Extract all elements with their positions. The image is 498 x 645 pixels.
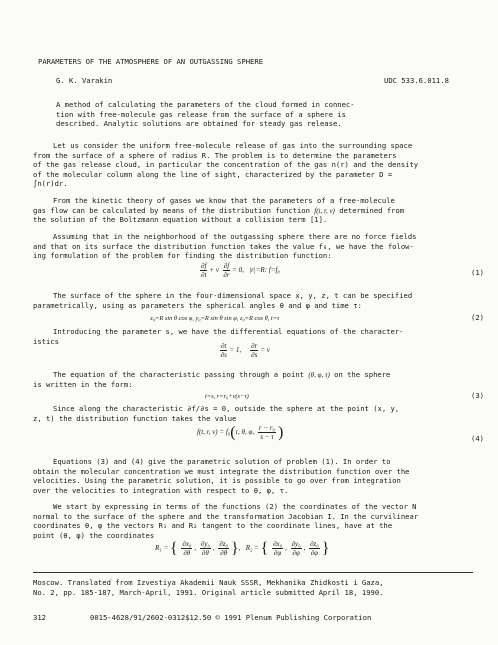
body-line: Since along the characteristic ∂f/∂s = 0, outside the sphere at the point (x, y, xyxy=(53,404,400,413)
body-text: gas flow can be calculated by means of the distribution function xyxy=(33,205,310,215)
body-line: Equations (3) and (4) give the parametric solution of problem (1). In order to xyxy=(53,457,391,466)
body-line: Assuming that in the neighborhood of the outgassing sphere there are no force fields xyxy=(53,232,417,241)
body-line xyxy=(53,370,390,380)
body-line: istics xyxy=(33,336,59,346)
body-line: is written in the form: xyxy=(33,379,133,389)
body-line: and that on its surface the distribution function takes the value f₀, we have the folow- xyxy=(33,241,414,251)
body-line: The surface of the sphere in the four-dimensional space x, y, z, t can be specified xyxy=(53,291,413,300)
equation-number: (3) xyxy=(471,391,484,400)
equation-3: t=s, r=r₀+v(s−τ) xyxy=(205,393,249,400)
body-line: velocities. Using the parametric solution, it is possible to go over from integration xyxy=(33,476,401,485)
equation-2: x₀=R sin θ cos φ, y₀=R sin θ sin φ, z₀=R cos θ, t=τ xyxy=(150,315,280,322)
body-line: obtain the molecular concentration we must integrate the distribution function over the xyxy=(33,466,410,476)
author: G. K. Varakin xyxy=(56,76,113,85)
page-number: 312 xyxy=(33,613,46,622)
body-line: Introducing the parameter s, we have the differential equations of the character- xyxy=(53,327,404,336)
body-text: determined from xyxy=(339,205,405,215)
body-line: z, t) the distribution function takes the value xyxy=(33,413,237,423)
distribution-function-symbol: f(t, r, v) xyxy=(314,206,335,215)
body-line: point (θ, φ) the coordinates xyxy=(33,530,155,540)
equation-number: (4) xyxy=(471,434,484,443)
body-line: normal to the surface of the sphere and the transformation Jacobian I. In the curvilinear xyxy=(33,511,419,521)
body-line xyxy=(33,206,404,216)
footnote-rule xyxy=(33,572,473,573)
abstract-line: A method of calculating the parameters of the cloud formed in connec- xyxy=(56,100,355,109)
body-line: parametrically, using as parameters the spherical angles θ and φ and time τ: xyxy=(33,300,362,310)
equation-4: f(t, r, v) = f₀(τ, θ, φ, $\frac{\text{r − r₀}}{s - \tau}$ ) xyxy=(197,424,284,441)
body-line: the solution of the Boltzmann equation without a collision term [1]. xyxy=(33,215,328,224)
body-text: on the sphere xyxy=(334,370,391,379)
copyright-line: 0015-4628/91/2602-0312$12.50 © 1991 Plenum Publishing Corporation xyxy=(90,613,372,622)
body-line: ing formulation of the problem for finding the distribution function: xyxy=(33,251,332,260)
equation-1: $\frac{\partial f}{\partial t}$ + v $\frac{\partial f}{\partial r}$ = 0, |r|=R: f=f₀ xyxy=(201,262,280,279)
characteristic-equations: $\frac{\partial t}{\partial s}$ = 1, $\frac{\partial r}{\partial s}$ = v xyxy=(220,342,270,359)
abstract-line: described. Analytic solutions are obtained for steady gas release. xyxy=(56,119,342,128)
equation-number: (1) xyxy=(471,268,484,277)
body-line: Let us consider the uniform free-molecule release of gas into the surrounding space xyxy=(53,141,413,150)
body-line: We start by expressing in terms of the functions (2) the coordinates of the vector N xyxy=(53,502,417,511)
equation-1-boundary: |r|=R: f=f₀ xyxy=(249,266,280,275)
body-line: from the surface of a sphere of radius R. The problem is to determine the parameters xyxy=(33,150,397,160)
body-line: of the molecular column along the line of sight, characterized by the parameter D = xyxy=(33,169,393,179)
paper-title: PARAMETERS OF THE ATMOSPHERE OF AN OUTGASSING SPHERE xyxy=(38,57,264,66)
point-symbol: (θ, φ, τ) xyxy=(308,371,330,379)
equation-number: (2) xyxy=(471,313,484,322)
body-line: ∫n(r)dr. xyxy=(33,179,68,188)
body-text: The equation of the characteristic passing through a point xyxy=(53,370,304,379)
abstract-line: tion with free-molecule gas release from the surface of a sphere is xyxy=(56,109,346,119)
footnote-line: No. 2, pp. 185-187, March-April, 1991. Original article submitted April 18, 1990. xyxy=(33,587,384,597)
footnote-line: Moscow. Translated from Izvestiya Akademii Nauk SSSR, Mekhanika Zhidkosti i Gaza, xyxy=(33,578,384,587)
udc-code: UDC 533.6.011.8 xyxy=(384,76,449,85)
body-line: of the gas release cloud, in particular the concentration of the gas n(r) and the density xyxy=(33,160,419,169)
body-line: From the kinetic theory of gases we know that the parameters of a free-molecule xyxy=(53,196,395,205)
body-line: coordinates θ, φ the vectors R₁ and R₂ tangent to the coordinate lines, have at the xyxy=(33,521,393,530)
body-line: over the velocities to integration with respect to θ, φ, τ. xyxy=(33,485,289,495)
tangent-vectors-equation: R₁ = { $\frac{\text{∂x₀}}{\partial\theta}$ , $\frac{\text{∂y₀}}{\partial\theta}$ , $\frac{\text{∂z₀}}{\partial\theta}$ }, R₂ = { $\frac{\text{∂x₀}}{\partial\varphi}$ , $\frac{\text{∂y₀}}{\partial\varphi}$ , $\frac{\text{∂z₀}}{\partial\varphi}$ } xyxy=(155,540,330,557)
